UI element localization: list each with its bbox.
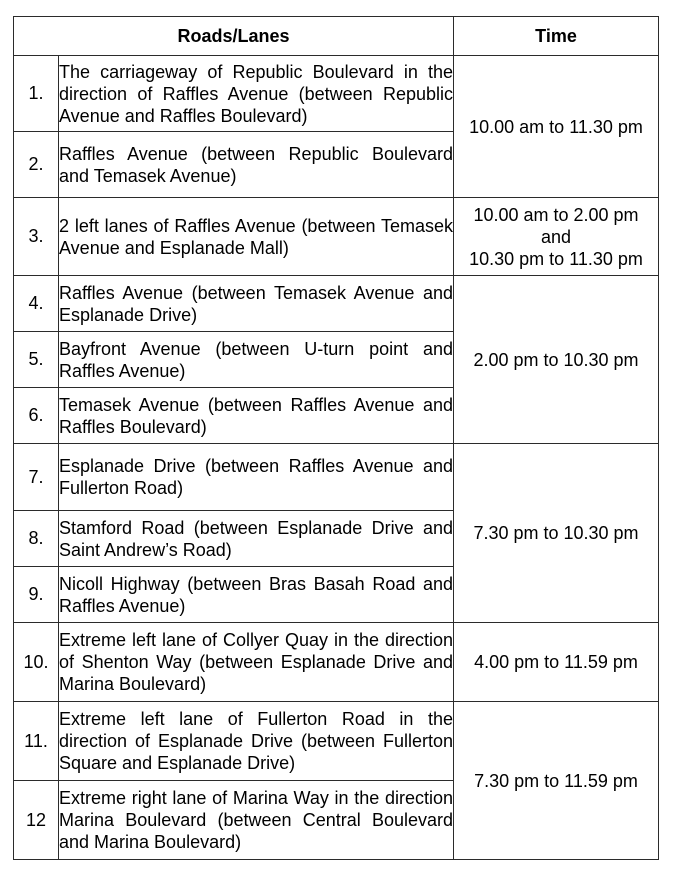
row-number: 10. bbox=[14, 623, 59, 702]
road-description: Bayfront Avenue (between U-turn point and Raffles Avenue) bbox=[59, 332, 454, 388]
time-header: Time bbox=[454, 17, 659, 56]
road-description: Extreme right lane of Marina Way in the direction Marina Boulevard (between Central Boulevard and Marina Boulevard) bbox=[59, 781, 454, 860]
road-description: Stamford Road (between Esplanade Drive and Saint Andrew’s Road) bbox=[59, 511, 454, 567]
time-cell: 7.30 pm to 11.59 pm bbox=[454, 702, 659, 860]
row-number: 12 bbox=[14, 781, 59, 860]
road-description: Extreme left lane of Fullerton Road in the direction of Esplanade Drive (between Fullerton Square and Esplanade Drive) bbox=[59, 702, 454, 781]
time-cell: 7.30 pm to 10.30 pm bbox=[454, 444, 659, 623]
row-number: 8. bbox=[14, 511, 59, 567]
row-number: 4. bbox=[14, 276, 59, 332]
road-description: Extreme left lane of Collyer Quay in the direction of Shenton Way (between Esplanade Drive and Marina Boulevard) bbox=[59, 623, 454, 702]
row-number: 5. bbox=[14, 332, 59, 388]
row-number: 1. bbox=[14, 56, 59, 132]
row-number: 7. bbox=[14, 444, 59, 511]
row-number: 11. bbox=[14, 702, 59, 781]
row-number: 6. bbox=[14, 388, 59, 444]
road-description: Esplanade Drive (between Raffles Avenue and Fullerton Road) bbox=[59, 444, 454, 511]
table-row bbox=[14, 198, 659, 276]
road-description: Raffles Avenue (between Republic Boulevard and Temasek Avenue) bbox=[59, 132, 454, 198]
roads-lanes-header: Roads/Lanes bbox=[14, 17, 454, 56]
road-description: The carriageway of Republic Boulevard in the direction of Raffles Avenue (between Republic Avenue and Raffles Boulevard) bbox=[59, 56, 454, 132]
row-number: 9. bbox=[14, 567, 59, 623]
table-row bbox=[14, 623, 659, 702]
time-cell: 2.00 pm to 10.30 pm bbox=[454, 276, 659, 444]
time-cell bbox=[454, 198, 659, 276]
row-number: 2. bbox=[14, 132, 59, 198]
road-closure-table bbox=[13, 16, 659, 860]
road-description: 2 left lanes of Raffles Avenue (between Temasek Avenue and Esplanade Mall) bbox=[59, 198, 454, 276]
table-row bbox=[14, 702, 659, 781]
table-row bbox=[14, 444, 659, 511]
road-description: Nicoll Highway (between Bras Basah Road and Raffles Avenue) bbox=[59, 567, 454, 623]
row-number: 3. bbox=[14, 198, 59, 276]
time-line: and bbox=[540, 226, 572, 247]
header-row bbox=[14, 17, 659, 56]
time-line: 10.00 am to 2.00 pm bbox=[473, 204, 639, 225]
time-line: 10.30 pm to 11.30 pm bbox=[469, 248, 643, 269]
time-cell: 10.00 am to 11.30 pm bbox=[454, 56, 659, 198]
table-row bbox=[14, 276, 659, 332]
table-row bbox=[14, 56, 659, 132]
road-description: Raffles Avenue (between Temasek Avenue and Esplanade Drive) bbox=[59, 276, 454, 332]
time-cell: 4.00 pm to 11.59 pm bbox=[454, 623, 659, 702]
road-description: Temasek Avenue (between Raffles Avenue and Raffles Boulevard) bbox=[59, 388, 454, 444]
